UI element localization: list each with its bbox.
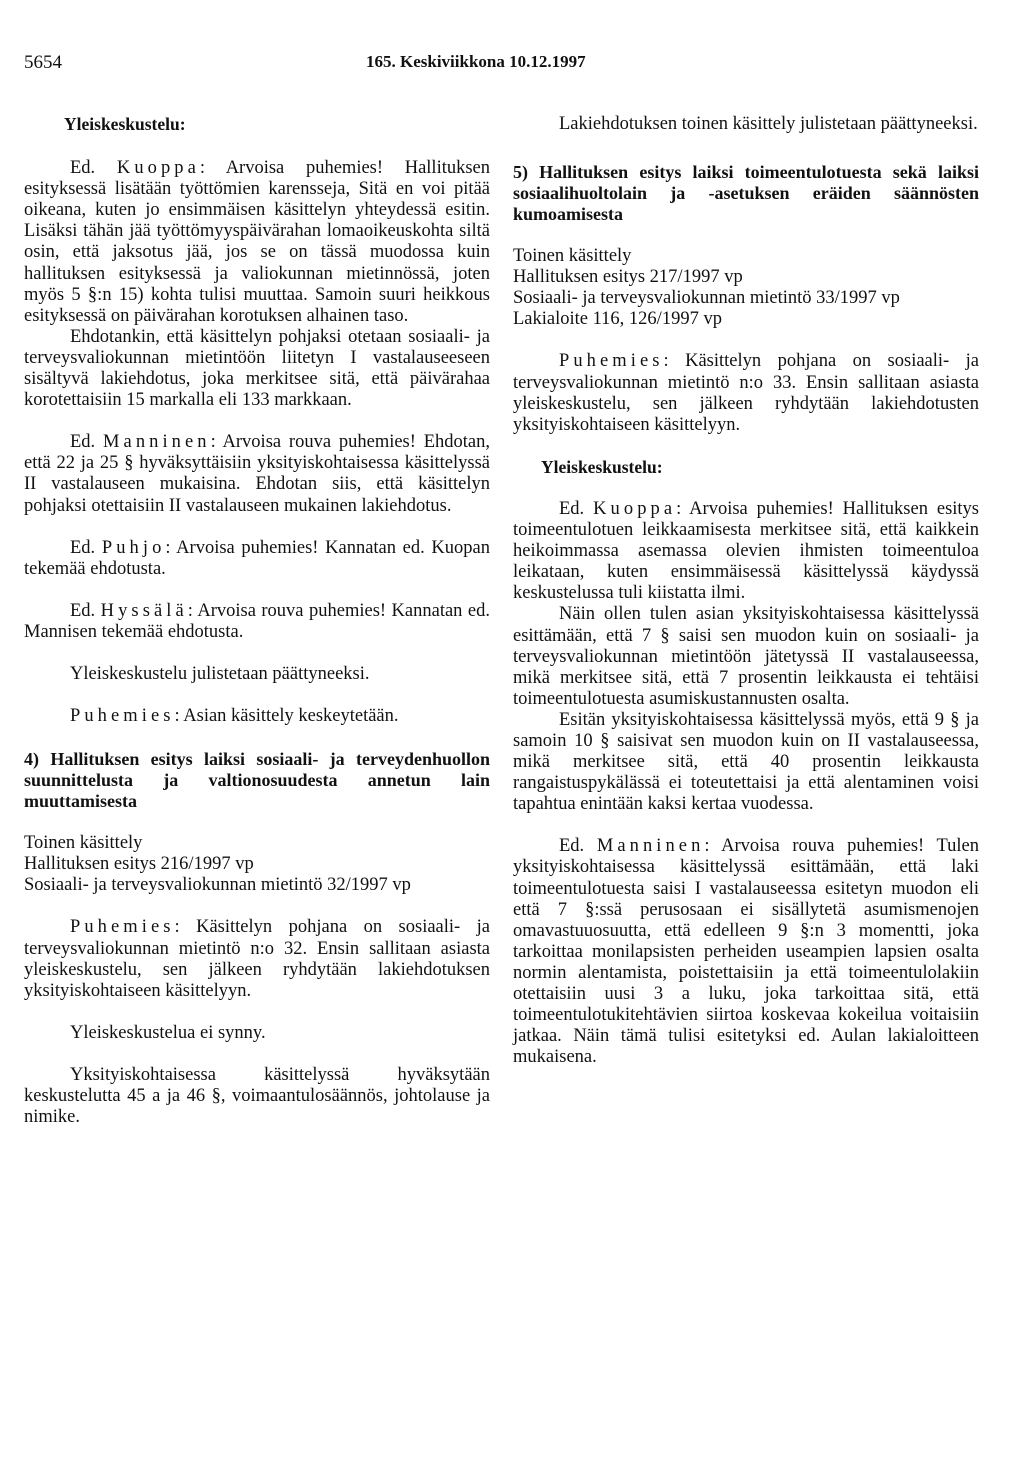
s5-report: Sosiaali- ja terveysvaliokunnan mietintö 33/1997 vp — [513, 288, 900, 309]
speaker-manninen: Manninen — [596, 836, 705, 857]
left-column — [24, 114, 490, 1128]
s5-stage: Toinen käsittely — [513, 246, 632, 267]
speaker-kuoppa: Kuoppa — [116, 158, 200, 179]
speech-manninen-2 — [513, 836, 979, 1068]
speech-kuoppa-2 — [513, 499, 979, 604]
speaker-puhjo: Puhjo — [101, 537, 166, 558]
speech-puhjo — [24, 538, 490, 580]
session-date: 165. Keskiviikkona 10.12.1997 — [366, 52, 586, 71]
speech-manninen-text: : Arvoisa rouva puhemies! Ehdotan, että 22 ja 25 § hyväksyttäisiin yksityiskohtaisessa käsittelyssä II vastalauseen mukaisina. Ehdotan siis, että käsittelyn pohjaksi otettaisiin II vastalauseen mukainen lakiehdotus. — [24, 432, 491, 516]
ed-label: Ed. — [559, 498, 585, 519]
speaker-puhemies: Puhemies — [70, 706, 175, 727]
page-header — [24, 52, 1000, 82]
speaker-manninen: Manninen — [103, 432, 211, 453]
right-column — [513, 114, 979, 1068]
speech-hyssala — [24, 601, 490, 643]
ed-label: Ed. — [70, 537, 96, 558]
s4-puhemies-statement — [24, 917, 490, 1001]
speech-manninen — [24, 432, 490, 516]
speech-kuoppa — [24, 158, 490, 327]
speech-manninen-2-text: : Arvoisa rouva puhemies! Tulen yksityiskohtaisessa käsittelyssä esittämään, että laki toimeentulotuesta saisi I vastalauseessa esitetyn muodon eli että 7 §:ssä perusosaan ei sisällytetä asumismenojen omavastuuosuutta, että edelleen 9 §:n 3 momentti, joka tarkoittaa monilapsisten perheiden useampien lapsien osalta normin alentamista, poistettaisiin ja että toimeentulolakiin otettaisiin uusi 3 a luku, joka tarkoittaa sitä, että toimeentulotukitehtävien siirtoa koskevaa kokeilua voitaisiin jatkaa. Näin tämä tulisi esitetyksi ed. Aulan lakialoitteen mukaisena. — [513, 836, 979, 1068]
s4-bill: Hallituksen esitys 216/1997 vp — [24, 854, 254, 875]
speaker-puhemies: Puhemies — [559, 351, 664, 372]
s5-initiative: Lakialoite 116, 126/1997 vp — [513, 309, 722, 330]
heading-yleiskeskustelu-2: Yleiskeskustelu: — [541, 456, 663, 477]
s4-puhemies-text: : Käsittelyn pohjana on sosiaali- ja terveysvaliokunnan mietintö n:o 32. Ensin sallitaan asiasta yleiskeskustelu, sen jälkeen ryhdytään lakiehdotuksen yksityiskohtaiseen käsittelyyn. — [24, 917, 490, 1001]
speech-puhjo-text: : Arvoisa puhemies! Kannatan ed. Kuopan tekemää ehdotusta. — [24, 537, 491, 579]
approved-without-discussion: Yksityiskohtaisessa käsittelyssä hyväksytään keskustelutta 45 a ja 46 §, voimaantulosäännös, johtolause ja nimike. — [24, 1064, 490, 1128]
section-4-title: 4) Hallituksen esitys laiksi sosiaali- ja terveydenhuollon suunnittelusta ja valtionosuudesta annetun lain muuttamisesta — [24, 749, 490, 812]
ed-label: Ed. — [70, 600, 96, 621]
speaker-hyssala: Hyssälä — [100, 600, 188, 621]
s5-puhemies-statement — [513, 351, 979, 435]
speech-kuoppa-2-paragraph-3: Esitän yksityiskohtaisessa käsittelyssä myös, että 9 § ja samoin 10 § saisivat sen muodon kuin on II vastalauseessa, mikä merkitsee sitä, että 40 prosentin leikkausta rangaistuspykälässä ei toteutettaisi ja että alentaminen voisi tapahtua enintään kaksi kertaa vuodessa. — [513, 709, 979, 815]
page-number: 5654 — [24, 52, 62, 73]
discussion-closed: Yleiskeskustelu julistetaan päättyneeksi. — [70, 663, 370, 684]
ed-label: Ed. — [70, 432, 96, 453]
speech-kuoppa-2-text: : Arvoisa puhemies! Hallituksen esitys toimeentulotuen leikkaamisesta merkitsee sitä, että kaikkein heikoimmassa asemassa olevien ihmisten toimeentuloa leikataan, kuten ensimmäisessä käsittelyssä käydyssä keskustelussa tuli kiistatta ilmi. — [513, 498, 980, 604]
speaker-puhemies: Puhemies — [70, 917, 175, 938]
speech-kuoppa-paragraph-2: Ehdotankin, että käsittelyn pohjaksi otetaan sosiaali- ja terveysvaliokunnan mietintöön liitetyn I vastalauseeseen sisältyvä lakiehdotus, joka merkitsee sitä, että päivärahaa korotettaisiin 15 markalla eli 133 markkaan. — [24, 326, 490, 411]
speech-kuoppa-2-paragraph-2: Näin ollen tulen asian yksityiskohtaisessa käsittelyssä esittämään, että 7 § saisi sen muodon kuin on sosiaali- ja terveysvaliokunnan mietintöön jätetyssä II vastalauseessa, mikä merkitsee sitä, että 7 prosentin leikkausta ei tehtäisi toimeentulotuesta asumiskustannusten osalta. — [513, 604, 979, 709]
s5-puhemies-text: : Käsittelyn pohjana on sosiaali- ja terveysvaliokunnan mietintö n:o 33. Ensin sallitaan asiasta yleiskeskustelu, sen jälkeen ryhdytään lakiehdotusten yksityiskohtaiseen käsittelyyn. — [513, 351, 979, 435]
puhemies-text: : Asian käsittely keskeytetään. — [174, 706, 399, 727]
no-discussion: Yleiskeskustelua ei synny. — [70, 1022, 266, 1043]
ed-label: Ed. — [70, 158, 96, 179]
ed-label: Ed. — [559, 836, 585, 857]
s4-stage: Toinen käsittely — [24, 833, 143, 854]
puhemies-statement — [24, 706, 490, 727]
section-5-title: 5) Hallituksen esitys laiksi toimeentulotuesta sekä laiksi sosiaalihuoltolain ja -asetuksen eräiden säännösten kumoamisesta — [513, 162, 979, 225]
speech-kuoppa-text: : Arvoisa puhemies! Hallituksen esityksessä lisätään työttömien karensseja, Sitä en voi pitää oikeana, kuten jo ensimmäisen käsittelyn yhteydessä esitin. Lisäksi tähän jää työttömyyspäivärahan lomaoikeuskohta siltä osin, että jaksotus jää, jos se on tässä muodossa kuin hallituksen esityksessä ja valiokunnan mietinnössä, joten myös 5 §:n 15) kohta tulisi muuttaa. Samoin suuri heikkous esityksessä on päivärahan korotuksen alhainen taso. — [24, 158, 491, 326]
speech-hyssala-text: : Arvoisa rouva puhemies! Kannatan ed. Mannisen tekemää ehdotusta. — [24, 600, 490, 642]
first-reading-closed: Lakiehdotuksen toinen käsittely julistetaan päättyneeksi. — [559, 114, 978, 134]
heading-yleiskeskustelu: Yleiskeskustelu: — [64, 114, 186, 134]
speaker-kuoppa: Kuoppa — [593, 498, 677, 519]
s5-bill: Hallituksen esitys 217/1997 vp — [513, 267, 743, 288]
s4-report: Sosiaali- ja terveysvaliokunnan mietintö 32/1997 vp — [24, 875, 411, 896]
